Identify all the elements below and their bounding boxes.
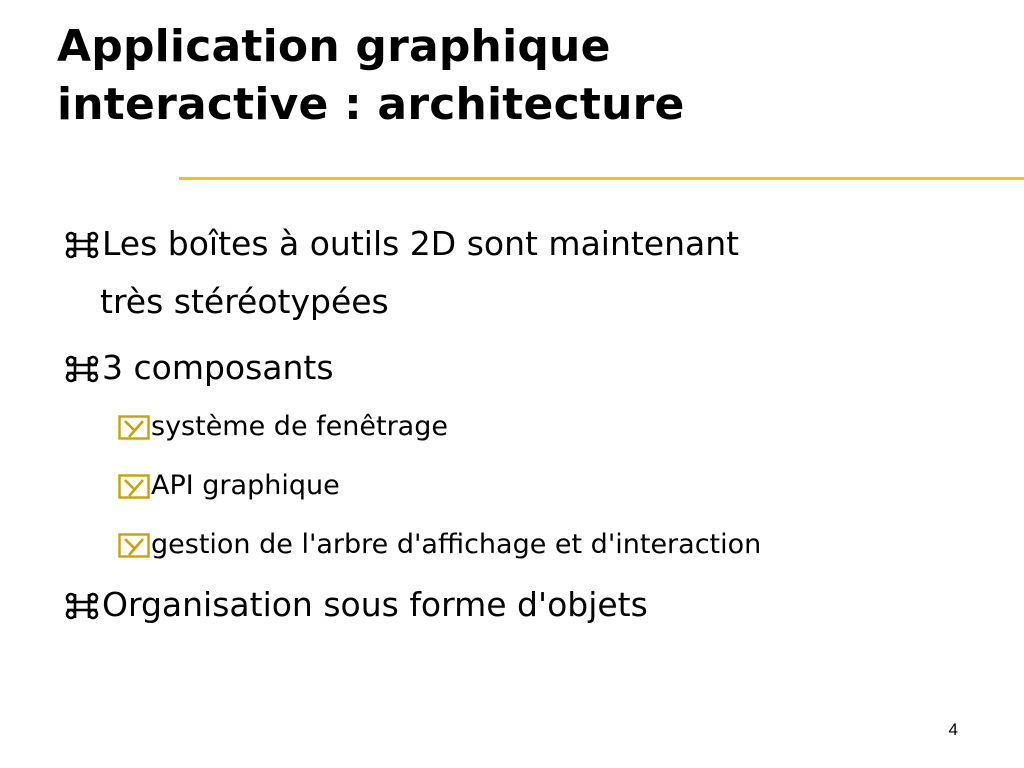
sub-bullet-item: [118, 410, 448, 444]
sub-bullet-text: système de fenêtrage: [151, 411, 448, 442]
sub-bullet-text: API graphique: [151, 470, 340, 501]
command-key-icon: [64, 231, 100, 259]
bullet-text: Les boîtes à outils 2D sont maintenant: [102, 224, 740, 263]
sub-bullet-item: [118, 528, 761, 562]
bullet-item: [64, 346, 334, 390]
title-line: Application graphique: [57, 21, 611, 72]
bullet-item-continuation: [100, 280, 389, 324]
bullet-text: très stéréotypées: [100, 282, 389, 321]
checkbox-y-icon: [118, 533, 150, 558]
page-number: 4: [948, 720, 958, 739]
bullet-item: [64, 222, 739, 266]
command-key-icon: [64, 592, 100, 620]
bullet-text: 3 composants: [102, 348, 334, 387]
bullet-text: Organisation sous forme d'objets: [102, 585, 648, 624]
sub-bullet-item: [118, 469, 340, 503]
command-key-icon: [64, 355, 100, 383]
title-line: interactive : architecture: [57, 79, 685, 130]
sub-bullet-text: gestion de l'arbre d'affichage et d'interaction: [151, 529, 762, 560]
checkbox-y-icon: [118, 415, 150, 440]
checkbox-y-icon: [118, 474, 150, 499]
bullet-item: [64, 583, 648, 627]
